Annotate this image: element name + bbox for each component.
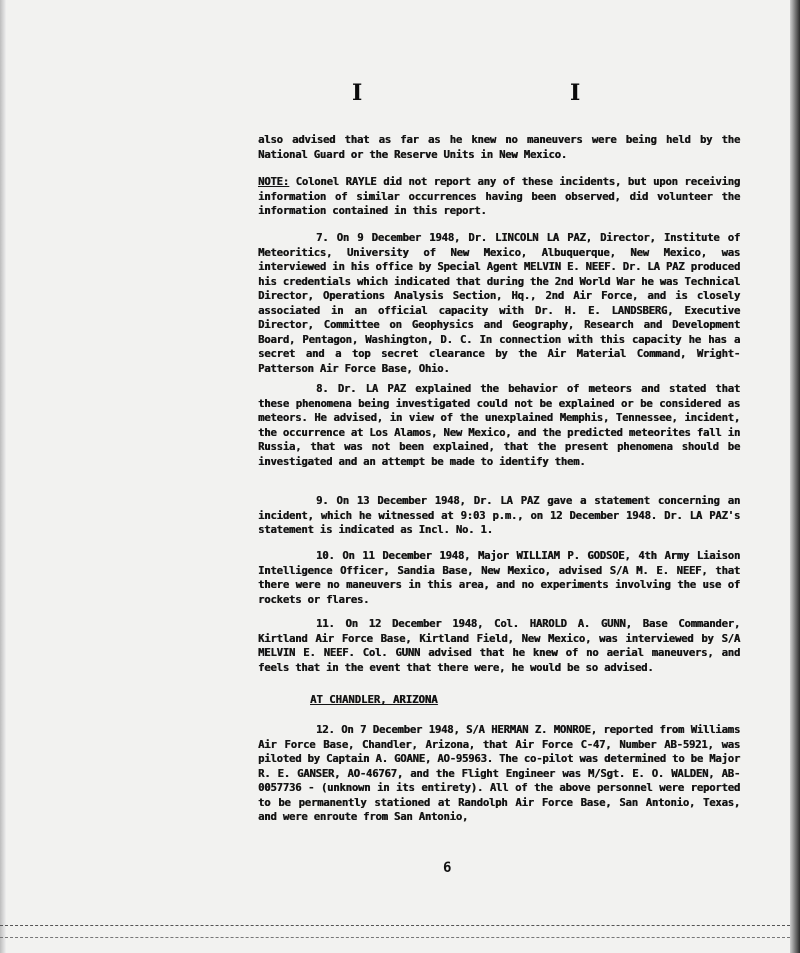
header-mark-right: I	[570, 80, 581, 106]
page-number: 6	[443, 860, 452, 876]
scan-edge-left	[0, 0, 6, 953]
note-body: Colonel RAYLE did not report any of these incidents, but upon receiving information of similar occurrences having been observed, did volunteer the information contained in this report.	[258, 176, 740, 217]
paragraph-8: 8. Dr. LA PAZ explained the behavior of meteors and stated that these phenomena being investigated could not be explained or be considered as meteors. He advised, in view of the unexplained Memphis, Tennessee, incident, the occurrence at Los Alamos, New Mexico, and the predicted meteorites fall in Russia, that was not been explained, that the present phenomena should be investigated and an attempt be made to identify them.	[258, 383, 740, 468]
paragraph-9: 9. On 13 December 1948, Dr. LA PAZ gave a statement concerning an incident, which he witnessed at 9:03 p.m., on 12 December 1948. Dr. LA PAZ's statement is indicated as Incl. No. 1.	[258, 495, 740, 536]
note-label: NOTE:	[258, 176, 289, 188]
bottom-rule	[0, 925, 790, 926]
bottom-rule-lower	[0, 937, 790, 938]
scan-edge-right	[790, 0, 800, 953]
section-heading: AT CHANDLER, ARIZONA	[310, 694, 438, 706]
paragraph-12: 12. On 7 December 1948, S/A HERMAN Z. MONROE, reported from Williams Air Force Base, Chandler, Arizona, that Air Force C-47, Number AB-5921, was piloted by Captain A. GOANE, AO-95963. The co-pilot was determined to be Major R. E. GANSER, AO-46767, and the Flight Engineer was M/Sgt. E. O. WALDEN, AB-0057736 - (unknown in its entirety). All of the above personnel were reported to be permanently stationed at Randolph Air Force Base, San Antonio, Texas, and were enroute from San Antonio,	[258, 724, 740, 823]
header-mark-left: I	[352, 80, 363, 106]
paragraph-note	[258, 175, 740, 219]
paragraph-intro: also advised that as far as he knew no maneuvers were being held by the National Guard or the Reserve Units in New Mexico.	[258, 134, 740, 161]
paragraph-7: 7. On 9 December 1948, Dr. LINCOLN LA PAZ, Director, Institute of Meteoritics, University of New Mexico, Albuquerque, New Mexico, was interviewed in his office by Special Agent MELVIN E. NEEF. Dr. LA PAZ produced his credentials which indicated that during the 2nd World War he was Technical Director, Operations Analysis Section, Hq., 2nd Air Force, and is closely associated in an official capacity with Dr. H. E. LANDSBERG, Executive Director, Committee on Geophysics and Geography, Research and Development Board, Pentagon, Washington, D. C. In connection with this capacity he has a secret and a top secret clearance by the Air Material Command, Wright-Patterson Air Force Base, Ohio.	[258, 232, 740, 375]
paragraph-10: 10. On 11 December 1948, Major WILLIAM P. GODSOE, 4th Army Liaison Intelligence Officer, Sandia Base, New Mexico, advised S/A M. E. NEEF, that there were no maneuvers in this area, and no experiments involving the use of rockets or flares.	[258, 550, 740, 606]
paragraph-11: 11. On 12 December 1948, Col. HAROLD A. GUNN, Base Commander, Kirtland Air Force Base, Kirtland Field, New Mexico, was interviewed by S/A MELVIN E. NEEF. Col. GUNN advised that he knew of no aerial maneuvers, and feels that in the event that there were, he would be so advised.	[258, 618, 740, 674]
